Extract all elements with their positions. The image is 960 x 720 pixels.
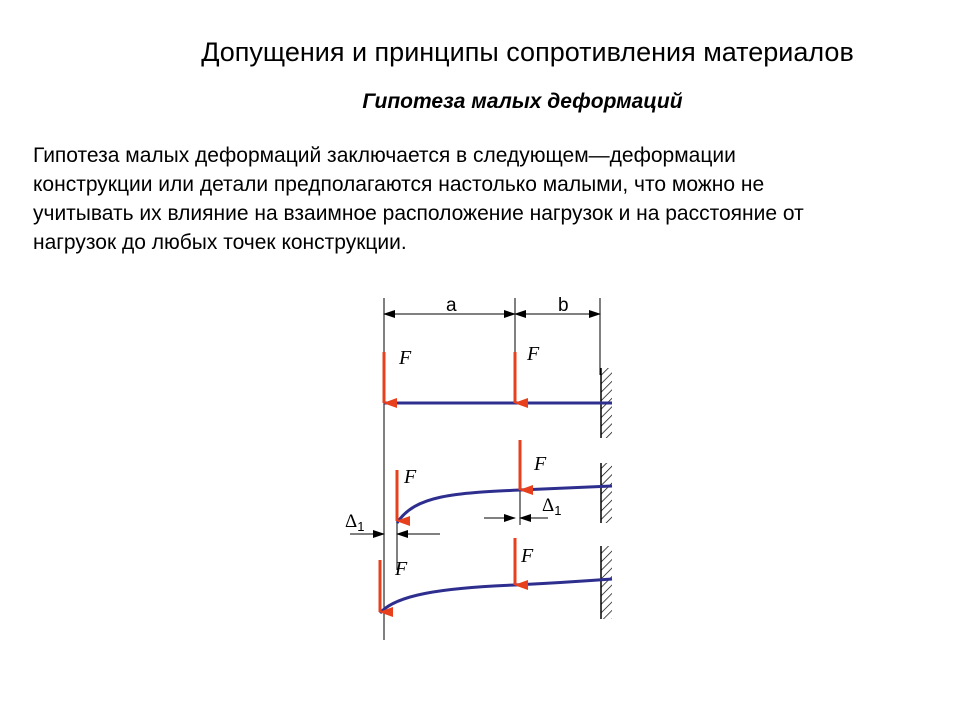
- body-line: нагрузок до любых точек конструкции.: [33, 231, 407, 254]
- dimension-a-label: a: [446, 295, 457, 316]
- wall-support-middle: [601, 463, 612, 523]
- delta-label-left: [345, 511, 364, 534]
- delta-subscript: 1: [357, 519, 365, 534]
- body-line: конструкции или детали предполагаются настолько малыми, что можно не: [33, 173, 765, 196]
- force-label: F: [534, 453, 547, 475]
- beam-deformed-shifted: [397, 486, 612, 523]
- force-label: F: [404, 466, 417, 488]
- force-label: F: [399, 347, 412, 369]
- slide-title: Допущения и принципы сопротивления материалов: [201, 37, 854, 67]
- delta-symbol: Δ: [542, 495, 555, 516]
- slide-subtitle: Гипотеза малых деформаций: [362, 90, 683, 113]
- wall-support-bottom: [601, 546, 612, 619]
- force-label: F: [527, 343, 540, 365]
- delta-label-mid: [542, 495, 561, 518]
- beam-deformed: [380, 579, 612, 613]
- dimension-b-label: b: [558, 295, 569, 316]
- delta-subscript: 1: [554, 503, 562, 518]
- force-label: F: [521, 545, 534, 567]
- body-line: Гипотеза малых деформаций заключается в следующем—деформации: [33, 144, 736, 167]
- body-line: учитывать их влияние на взаимное расположение нагрузок и на расстояние от: [33, 202, 804, 225]
- delta-symbol: Δ: [345, 511, 358, 532]
- force-label: F: [395, 558, 408, 580]
